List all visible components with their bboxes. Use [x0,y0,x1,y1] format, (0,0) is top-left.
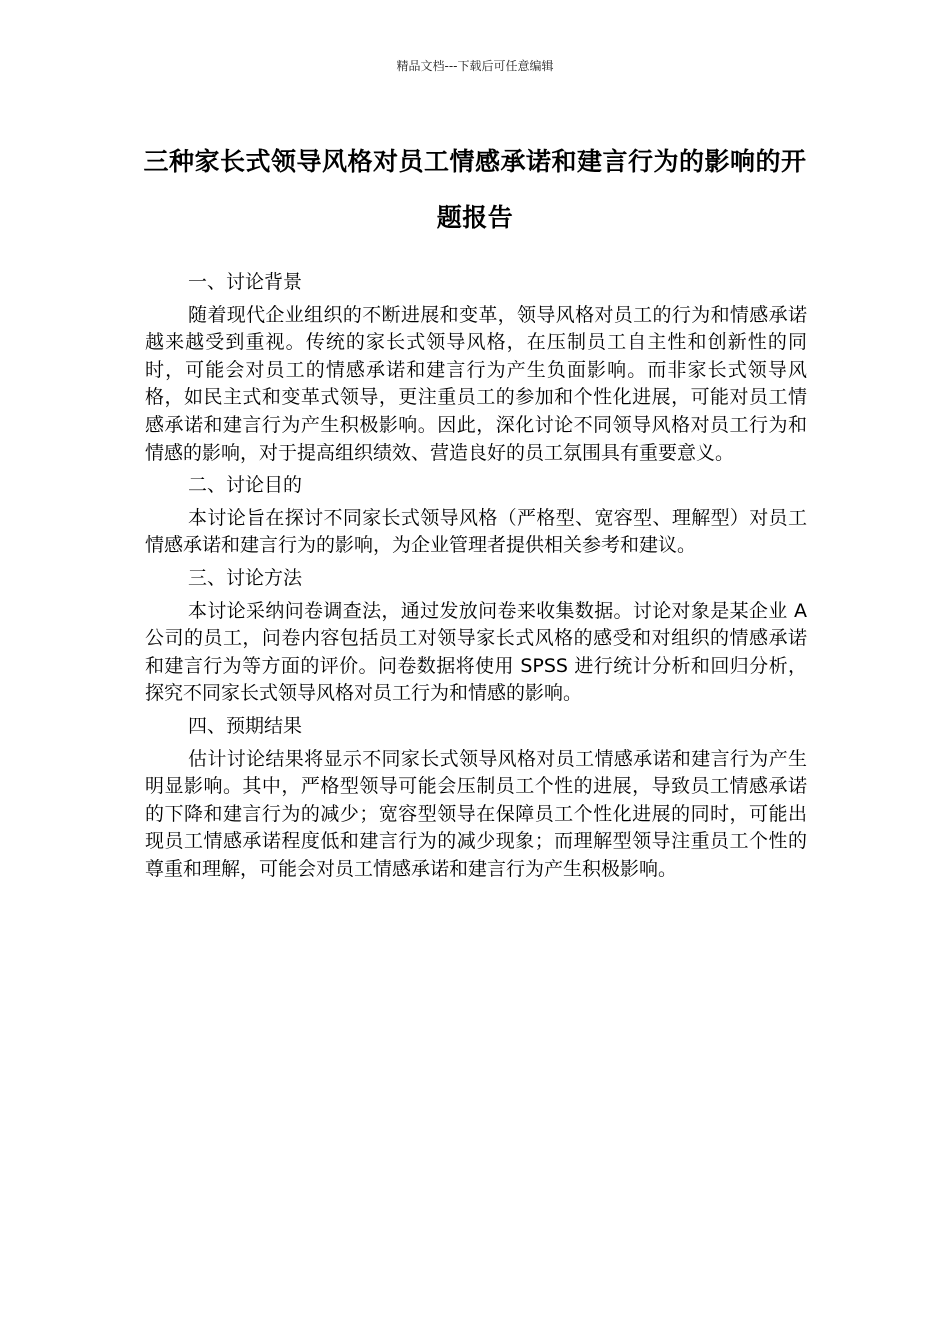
document-body [145,269,807,888]
header-note: 精品文档---下载后可任意编辑 [396,59,554,73]
section-heading-purpose: 二、讨论目的 [188,474,303,497]
section-heading-expected-results: 四、预期结果 [188,714,303,737]
section-paragraph-expected-results: 估计讨论结果将显示不同家长式领导风格对员工情感承诺和建言行为产生明显影响。其中，严格型领导可能会压制员工个性的进展，导致员工情感承诺的下降和建言行为的减少；宽容型领导在保障员工个性化进展的同时，可能出现员工情感承诺程度低和建言行为的减少现象；而理解型领导注重员工个性的尊重和理解，可能会对员工情感承诺和建言行为产生积极影响。 [145,747,807,880]
section-paragraph-method: 本讨论采纳问卷调查法，通过发放问卷来收集数据。讨论对象是某企业 A 公司的员工，问卷内容包括员工对领导家长式风格的感受和对组织的情感承诺和建言行为等方面的评价。问卷数据将使用 SPSS 进行统计分析和回归分析，探究不同家长式领导风格对员工行为和情感的影响。 [145,599,807,705]
section-heading-background: 一、讨论背景 [188,271,303,293]
section-paragraph-purpose: 本讨论旨在探讨不同家长式领导风格（严格型、宽容型、理解型）对员工情感承诺和建言行为的影响，为企业管理者提供相关参考和建议。 [145,506,807,557]
section-paragraph-background: 随着现代企业组织的不断进展和变革，领导风格对员工的行为和情感承诺越来越受到重视。传统的家长式领导风格，在压制员工自主性和创新性的同时，可能会对员工的情感承诺和建言行为产生负面影响。而非家长式领导风格，如民主式和变革式领导，更注重员工的参加和个性化进展，可能对员工情感承诺和建言行为产生积极影响。因此，深化讨论不同领导风格对员工行为和情感的影响，对于提高组织绩效、营造良好的员工氛围具有重要意义。 [145,303,807,464]
document-title: 三种家长式领导风格对员工情感承诺和建言行为的影响的开题报告 [143,147,807,232]
section-heading-method: 三、讨论方法 [188,566,303,589]
